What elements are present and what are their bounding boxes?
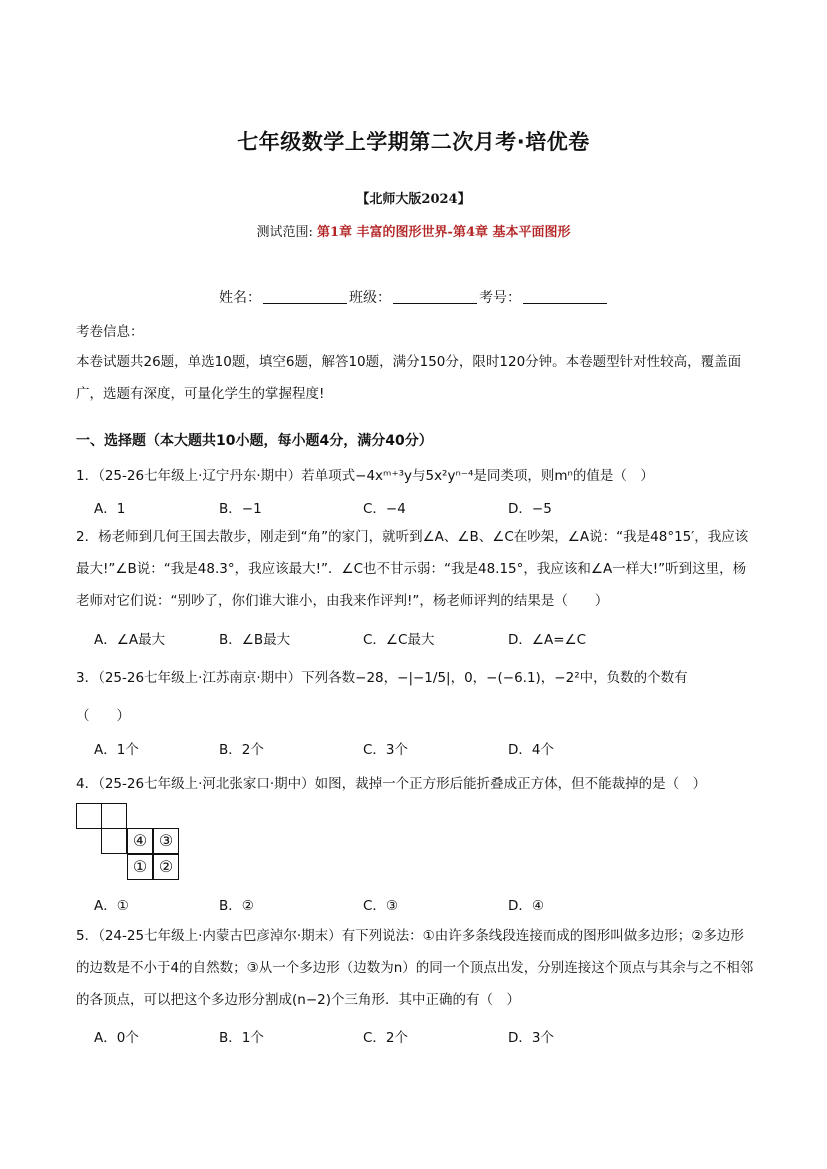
- question-3-cont: （ ）: [76, 708, 130, 724]
- q1-option-b: B．−1: [219, 501, 262, 517]
- q3-option-d: D．4个: [508, 742, 554, 758]
- net-square-blank-3: [101, 828, 127, 854]
- q3-option-a: A．1个: [94, 742, 139, 758]
- net-square-blank-2: [101, 803, 127, 829]
- exam-info-heading: 考卷信息：: [76, 324, 144, 340]
- question-3: 3．（25-26七年级上·江苏南京·期中）下列各数−28，−|−1/5|，0，−(−6.1)，−2²中，负数的个数有: [76, 670, 688, 686]
- net-square-4: ④: [127, 828, 153, 854]
- test-range-value: 第1章 丰富的图形世界-第4章 基本平面图形: [316, 225, 571, 240]
- q5-option-b: B．1个: [219, 1030, 264, 1046]
- q5-option-d: D．3个: [508, 1030, 554, 1046]
- name-label: 姓名：: [219, 290, 261, 306]
- student-fields: [219, 287, 609, 307]
- question-2: 2．杨老师到几何王国去散步，刚走到“角”的家门，就听到∠A、∠B、∠C在吵架，∠A说：“我是48°15′，我应该最大!”∠B说：“我是48.3°，我应该最大!”．∠C也不甘示弱：“我是48.15°，我应该和∠A一样大!”听到这里，杨老师对它们说：“别吵了，你们谁大谁小，由我来作评判!”，杨老师评判的结果是（ ）: [76, 529, 749, 609]
- number-label: 考号：: [479, 290, 521, 306]
- net-square-1: ①: [127, 854, 153, 880]
- question-4: 4．（25-26七年级上·河北张家口·期中）如图，裁掉一个正方形后能折叠成正方体，但不能裁掉的是（ ）: [76, 776, 707, 792]
- number-blank[interactable]: [523, 289, 607, 304]
- q1-option-a: A．1: [94, 501, 126, 517]
- edition-label: 【北师大版2024】: [356, 192, 471, 207]
- q2-option-a: A．∠A最大: [94, 632, 166, 648]
- q4-option-c: C．③: [363, 898, 399, 914]
- test-range-label: 测试范围:: [256, 225, 317, 240]
- net-square-2: ②: [153, 854, 179, 880]
- name-blank[interactable]: [263, 289, 347, 304]
- cube-net-figure: [76, 803, 181, 881]
- exam-info-body: 本卷试题共26题，单选10题，填空6题，解答10题，满分150分，限时120分钟。本卷题型针对性较高，覆盖面广，选题有深度，可量化学生的掌握程度!: [76, 354, 742, 402]
- q2-option-c: C．∠C最大: [363, 632, 435, 648]
- q4-option-d: D．④: [508, 898, 544, 914]
- q2-option-d: D．∠A=∠C: [508, 632, 587, 648]
- section-heading: 一、选择题（本大题共10小题，每小题4分，满分40分）: [76, 433, 433, 449]
- q5-option-a: A．0个: [94, 1030, 139, 1046]
- q5-option-c: C．2个: [363, 1030, 409, 1046]
- q4-option-b: B．②: [219, 898, 254, 914]
- net-square-blank-1: [76, 803, 102, 829]
- question-1: 1．（25-26七年级上·辽宁丹东·期中）若单项式−4xᵐ⁺³y与5x²yⁿ⁻⁴是同类项，则mⁿ的值是（ ）: [76, 468, 654, 484]
- net-square-3: ③: [153, 828, 179, 854]
- q3-option-c: C．3个: [363, 742, 409, 758]
- q2-option-b: B．∠B最大: [219, 632, 291, 648]
- q4-option-a: A．①: [94, 898, 129, 914]
- q1-option-c: C．−4: [363, 501, 406, 517]
- test-range: [0, 221, 827, 240]
- class-blank[interactable]: [393, 289, 477, 304]
- q3-option-b: B．2个: [219, 742, 264, 758]
- q1-option-d: D．−5: [508, 501, 552, 517]
- page-title: 七年级数学上学期第二次月考·培优卷: [237, 130, 590, 154]
- question-5: 5．（24-25七年级上·内蒙古巴彦淖尔·期末）有下列说法：①由许多条线段连接而成的图形叫做多边形；②多边形的边数是不小于4的自然数；③从一个多边形（边数为n）的同一个顶点出发，分别连接这个顶点与其余与之不相邻的各顶点，可以把这个多边形分割成(n−2)个三角形．其中正确的有（ ）: [76, 928, 754, 1008]
- class-label: 班级：: [349, 290, 391, 306]
